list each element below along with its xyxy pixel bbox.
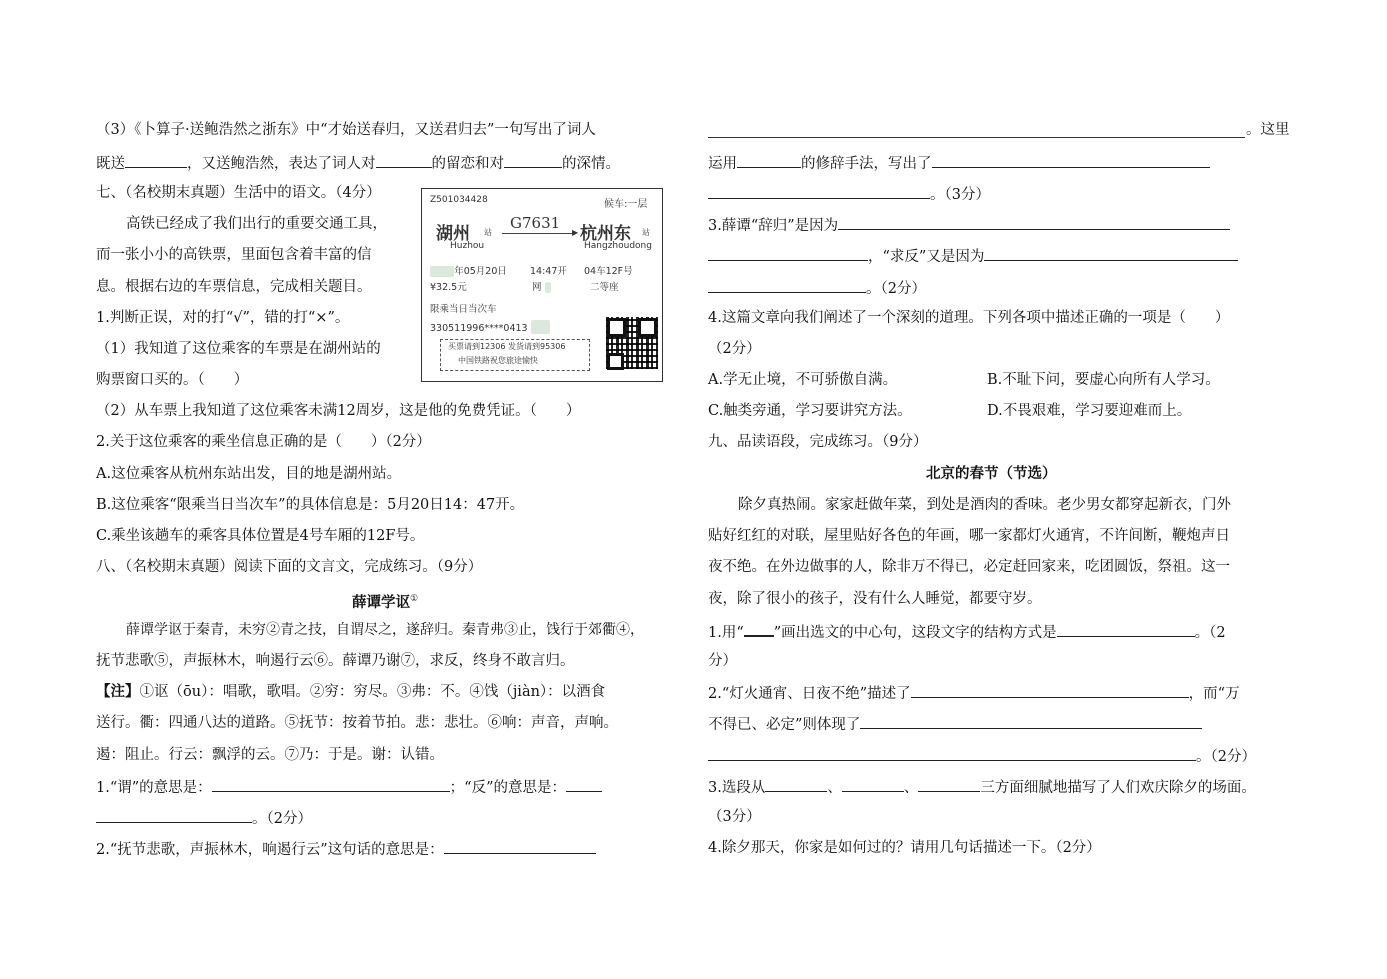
blurred-name: 某某 (531, 320, 550, 334)
answer-blank[interactable] (504, 152, 562, 168)
route-arrow (502, 233, 576, 234)
notes-line: 送行。衢：四通八达的道路。⑤抚节：按着节拍。悲：悲壮。⑥响：声音，声响。 (96, 715, 618, 731)
passage-line: 贴好红红的对联，屋里贴好各色的年画，哪一家都灯火通宵，不许间断，鞭炮声日 (708, 528, 1230, 544)
question-8-1 (96, 776, 602, 798)
arrival-station-en: Hangzhoudong (584, 241, 652, 251)
option-d: D.不畏艰难，学习要迎难而上。 (987, 403, 1192, 419)
text: ”画出选文的中心句，这段文字的结构方式是 (773, 625, 1057, 641)
classical-text-line: 抚节悲歌⑤，声振林木，响遏行云⑥。薛谭乃谢⑦，求反，终身不敢言归。 (96, 653, 575, 669)
answer-blank[interactable] (96, 807, 252, 823)
text: 运用 (708, 156, 737, 172)
section-7-para-line: 息。根据右边的车票信息，完成相关题目。 (96, 279, 372, 295)
answer-blank[interactable] (984, 245, 1238, 261)
notes-text: ①讴（ōu）：唱歌，歌唱。②穷：穷尽。③弗：不。④饯（jiàn）：以酒食 (139, 684, 606, 700)
text: 、 (903, 780, 919, 796)
question-7-1: 1.判断正误，对的打“√”，错的打“×”。 (96, 310, 350, 326)
passage-line: 夜，除了很小的孩子，没有什么人睡觉，都要守岁。 (708, 591, 1042, 607)
question-7-2: 2.关于这位乘客的乘坐信息正确的是（ ）（2分） (96, 434, 431, 450)
train-ticket (421, 188, 663, 382)
classical-text-line: 薛谭学讴于秦青，未穷②青之技，自谓尽之，遂辞归。秦青弗③止，饯行于郊衢④， (126, 622, 644, 638)
title-text: 薛谭学讴 (352, 593, 410, 611)
departure-station: 湖州 (436, 224, 470, 244)
section-8-title (352, 589, 418, 613)
answer-blank[interactable] (212, 776, 450, 792)
text: 1.“谓”的意思是： (96, 780, 212, 796)
q8-2-cont: 。这里 (1246, 122, 1290, 138)
question-9-1 (708, 620, 1226, 643)
answer-blank[interactable] (911, 682, 1189, 698)
answer-blank[interactable] (125, 152, 187, 168)
text: 。（2分） (1196, 749, 1256, 765)
arrival-station: 杭州东 (580, 224, 631, 244)
question-9-2-end (708, 745, 1256, 767)
notes-line (96, 682, 605, 702)
text: 。（2分） (252, 811, 312, 827)
answer-blank[interactable] (765, 776, 827, 792)
option-b: B.这位乘客“限乘当日当次车”的具体信息是：5月20日14：47开。 (96, 497, 525, 513)
question-9-3 (708, 776, 1256, 798)
text: 。（2 (1194, 625, 1226, 641)
underline-sample (744, 620, 774, 637)
qr-corner-icon (607, 353, 624, 370)
departure-station-en: Huzhou (450, 241, 485, 251)
text: 3.薛谭“辞归”是因为 (708, 218, 839, 234)
section-8-heading: 八、（名校期末真题）阅读下面的文言文，完成练习。（9分） (96, 559, 483, 575)
question-9-1-score: 分） (708, 653, 737, 669)
q8-2-rhetoric (708, 152, 1210, 174)
text: ，而“万 (1188, 686, 1240, 702)
text: 不得已、必定”则体现了 (708, 717, 861, 733)
ticket-id (430, 320, 550, 334)
ticket-car-seat: 04车12F号 (584, 266, 633, 277)
question-8-4-score: （2分） (708, 341, 761, 357)
notes-line: 遏：阻止。行云：飘浮的云。⑦乃：于是。谢：认错。 (96, 747, 444, 763)
answer-blank[interactable] (1057, 621, 1195, 637)
question-9-4: 4.除夕那天，你家是如何过的？请用几句话描述一下。（2分） (708, 840, 1101, 856)
answer-blank[interactable] (860, 713, 1202, 729)
ticket-serial: Z501034428 (430, 195, 488, 205)
section-7-heading: 七、（名校期末真题）生活中的语文。（4分） (96, 185, 381, 201)
text: ；“反”的意思是： (449, 780, 566, 796)
question-8-1-cont (96, 807, 312, 829)
option-a: A.学无止境，不可骄傲自满。 (708, 372, 898, 388)
ticket-notice-2: 中国铁路祝您旅途愉快 (458, 356, 538, 365)
question-8-3-cont (708, 245, 1238, 267)
question-9-2-cont (708, 713, 1202, 735)
passage-line: 夜不绝。在外边做事的人，除非万不得已，必定赶回家来，吃团圆饭，祭祖。这一 (708, 559, 1230, 575)
text: ，“求反”又是因为 (868, 249, 985, 265)
station-suffix: 站 (484, 228, 492, 237)
answer-line[interactable] (708, 137, 1245, 138)
q7-prev-line2 (96, 152, 620, 174)
footnote-mark: ① (410, 594, 419, 604)
question-7-1-1: （1）我知道了这位乘客的车票是在湖州站的 (96, 341, 381, 357)
question-9-3-score: （3分） (708, 809, 761, 825)
text: 。（3分） (930, 187, 990, 203)
text: 的修辞手法，写出了 (801, 156, 932, 172)
arrow-head: ▶ (572, 228, 579, 237)
notes-tag: 【注】 (96, 683, 140, 700)
option-a: A.这位乘客从杭州东站出发，目的地是湖州站。 (96, 466, 402, 482)
ticket-limit: 限乘当日当次车 (430, 304, 497, 315)
text: 2.“灯火通宵、日夜不绝”描述了 (708, 686, 911, 702)
ticket-time: 14:47开 (530, 266, 567, 277)
answer-blank[interactable] (842, 776, 904, 792)
text: 。（2分） (866, 281, 926, 297)
passage-line: 除夕真热闹。家家赶做年菜，到处是酒肉的香味。老少男女都穿起新衣，门外 (738, 497, 1231, 513)
answer-blank[interactable] (932, 152, 1210, 168)
section-9-heading: 九、品读语段，完成练习。（9分） (708, 434, 928, 450)
option-b: B.不耻下问，要虚心向所有人学习。 (987, 372, 1220, 388)
id-text: 330511996****0413 (430, 323, 528, 334)
ticket-class: 二等座 (590, 282, 619, 293)
text: 3.选段从 (708, 780, 766, 796)
text: 的留恋和对 (431, 156, 504, 172)
text: 2.“抚节悲歌，声振林木，响遏行云”这句话的意思是： (96, 842, 444, 858)
question-8-3-end (708, 277, 926, 299)
section-7-para-line: 高铁已经成了我们出行的重要交通工具， (126, 216, 387, 232)
answer-blank[interactable] (376, 152, 432, 168)
ticket-waiting-floor: 候车:一层 (604, 199, 648, 210)
question-8-3 (708, 214, 1230, 236)
answer-blank[interactable] (708, 277, 866, 293)
question-8-2 (96, 838, 596, 860)
text: ，又送鲍浩然，表达了词人对 (187, 156, 376, 172)
question-9-2 (708, 682, 1240, 704)
blurred-mark: -- (544, 282, 552, 293)
answer-blank[interactable] (918, 776, 980, 792)
question-7-1-2: （2）从车票上我知道了这位乘客未满12周岁，这是他的免费凭证。（ ） (96, 403, 581, 419)
text: 、 (827, 780, 842, 796)
question-8-4: 4.这篇文章向我们阐述了一个深刻的道理。下列各项中描述正确的一项是（ ） (708, 310, 1230, 326)
option-c: C.触类旁通，学习要讲究方法。 (708, 403, 912, 419)
net-text: 网 (532, 282, 542, 293)
q8-2-end (708, 183, 990, 205)
ticket-date (430, 263, 507, 277)
answer-blank[interactable] (708, 745, 1196, 761)
text: 三方面细腻地描写了人们欢庆除夕的场面。 (980, 780, 1256, 796)
station-suffix: 站 (642, 228, 650, 237)
answer-blank[interactable] (708, 183, 930, 199)
answer-blank[interactable] (737, 152, 801, 168)
section-9-title: 北京的春节（节选） (926, 465, 1057, 482)
text: 既送 (96, 156, 125, 172)
date-text: 年05月20日 (454, 266, 507, 277)
text: 1.用“ (708, 625, 744, 641)
option-c: C.乘坐该趟车的乘客具体位置是4号车厢的12F号。 (96, 528, 425, 544)
train-number: G7631 (510, 214, 561, 232)
ticket-net (532, 279, 551, 293)
ticket-notice-1: 买票请到12306 发货请到95306 (448, 342, 566, 351)
answer-blank[interactable] (838, 214, 1230, 230)
blurred-year: 2021 (430, 266, 455, 277)
question-7-1-1-cont: 购票窗口买的。（ ） (96, 372, 249, 388)
ticket-price: ¥32.5元 (430, 282, 467, 293)
section-7-para-line: 而一张小小的高铁票，里面包含着丰富的信 (96, 247, 372, 263)
answer-blank[interactable] (708, 245, 868, 261)
text: 的深情。 (562, 156, 620, 172)
answer-blank[interactable] (566, 776, 602, 792)
answer-blank[interactable] (444, 838, 596, 854)
q7-prev-line1: （3）《卜算子·送鲍浩然之浙东》中“才始送春归，又送君归去”一句写出了词人 (96, 122, 596, 138)
